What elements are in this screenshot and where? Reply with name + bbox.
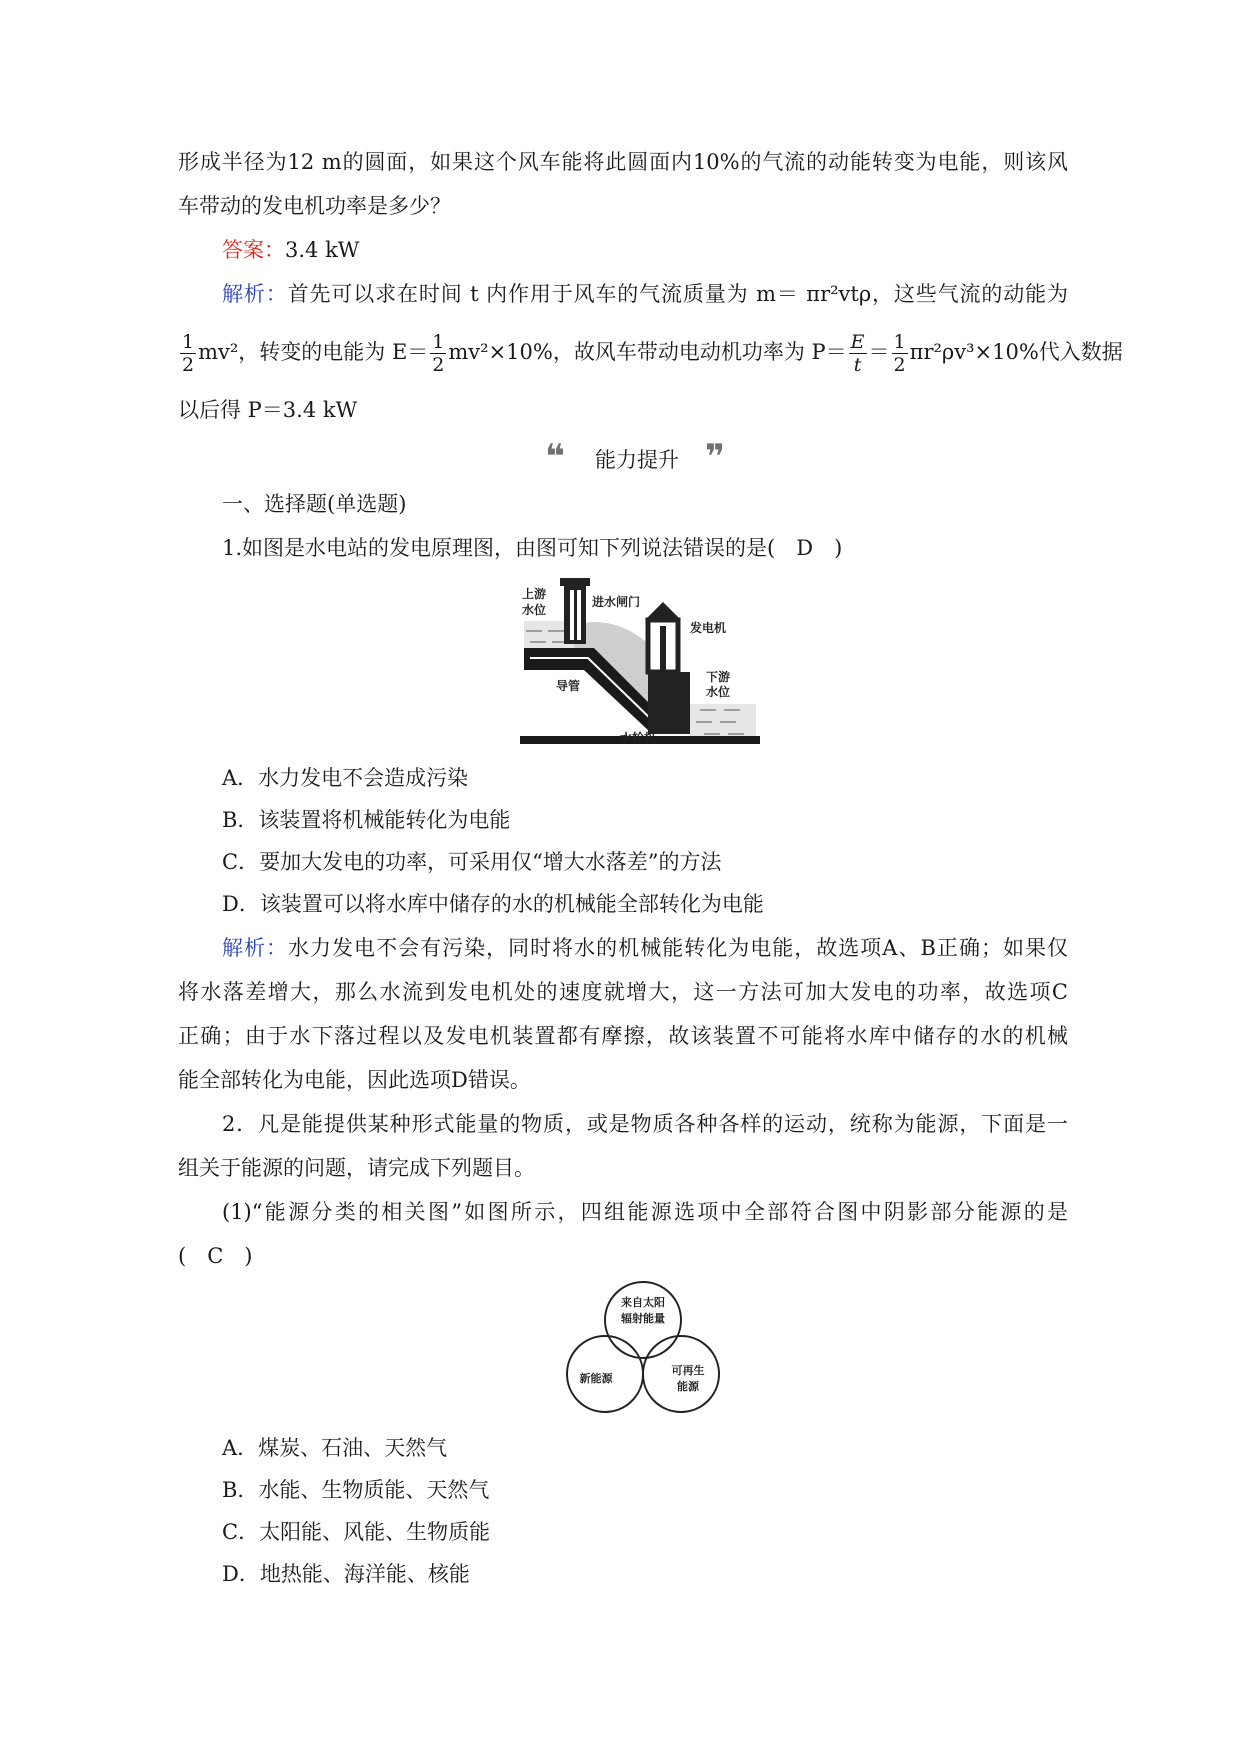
generator-roof [645,602,681,620]
fraction: $\frac{E}{t}$ [850,331,865,376]
close-quote-icon: ❞ [705,437,725,477]
label-downstream: 下游 [706,670,731,684]
option-a: A．水力发电不会造成污染 [222,766,469,790]
text-line: 能全部转化为电能，因此选项D错误。 [178,1068,531,1092]
turbine-housing [648,672,690,734]
text-line: 以后得 P＝3.4 kW [178,398,358,422]
label-renewable: 能源 [677,1380,699,1393]
label-upstream: 水位 [522,603,547,617]
formula-line [178,324,1123,380]
analysis-label: 解析： [222,936,289,960]
text-line: 车带动的发电机功率是多少？ [178,194,451,218]
text-line: 将水落差增大，那么水流到发电机处的速度就增大，这一方法可加大发电的功率，故选项C [178,980,1068,1004]
section-banner [545,436,745,476]
analysis-line [222,280,1068,308]
formula-text: πr²ρv³×10%代入数据 [909,340,1123,364]
answer-bracket: ( C ) [178,1244,253,1268]
answer-line [222,236,359,264]
option-a: A．煤炭、石油、天然气 [222,1436,448,1460]
gate-tower [564,584,586,644]
section-type: 一、选择题(单选题) [222,492,407,516]
fraction: $\frac{1}{2}$ [432,331,445,376]
text-line: 形成半径为12 m的圆面，如果这个风车能将此圆面内10%的气流的动能转变为电能，则该风 [178,150,1068,174]
option-d: D．地热能、海洋能、核能 [222,1562,470,1586]
label-turbine: 水轮机 [620,731,657,745]
option-c: C．太阳能、风能、生物质能 [222,1520,491,1544]
analysis-label: 解析： [222,282,288,306]
label-gate: 进水闸门 [592,595,641,609]
option-c: C．要加大发电的功率，可采用仅“增大水落差”的方法 [222,850,722,874]
label-upstream: 上游 [522,587,547,601]
label-new-energy: 新能源 [579,1372,613,1385]
label-solar: 辐射能量 [621,1312,665,1325]
text-line: 正确；由于水下落过程以及发电机装置都有摩擦，故该装置不可能将水库中储存的水的机械 [178,1024,1068,1048]
answer-label: 答案： [222,238,285,262]
label-generator: 发电机 [690,621,727,635]
option-b: B．水能、生物质能、天然气 [222,1478,490,1502]
energy-venn-figure [560,1278,726,1414]
option-d: D．该装置可以将水库中储存的水的机械能全部转化为电能 [222,892,764,916]
analysis-text: 首先可以求在时间 t 内作用于风车的气流质量为 m＝ πr²vtρ，这些气流的动能为 [287,282,1068,306]
label-solar: 来自太阳 [621,1296,665,1309]
text-line: 组关于能源的问题，请完成下列题目。 [178,1156,535,1180]
open-quote-icon: ❝ [545,437,565,477]
fraction: $\frac{1}{2}$ [893,331,906,376]
analysis-line [222,934,1068,962]
label-renewable: 可再生 [671,1364,705,1377]
question-1: 1.如图是水电站的发电原理图，由图可知下列说法错误的是( D ) [222,536,843,560]
formula-text: mv²×10%，故风车带动电动机功率为 P＝ [448,340,847,364]
answer-value: 3.4 kW [285,238,360,262]
label-downstream: 水位 [706,685,731,699]
question-2-1: (1)“能源分类的相关图”如图所示，四组能源选项中全部符合图中阴影部分能源的是 [222,1200,1068,1224]
formula-text: ＝ [868,340,890,364]
formula-text: mv²，转变的电能为 E＝ [198,340,429,364]
hydro-station-figure [520,576,760,748]
option-b: B．该装置将机械能转化为电能 [222,808,511,832]
label-pipe: 导管 [556,679,581,693]
section-title: 能力提升 [595,448,679,472]
question-2: 2．凡是能提供某种形式能量的物质，或是物质各种各样的运动，统称为能源，下面是一 [222,1112,1068,1136]
analysis-text: 水力发电不会有污染，同时将水的机械能转化为电能，故选项A、B正确；如果仅 [288,936,1068,960]
fraction: $\frac{1}{2}$ [182,331,195,376]
